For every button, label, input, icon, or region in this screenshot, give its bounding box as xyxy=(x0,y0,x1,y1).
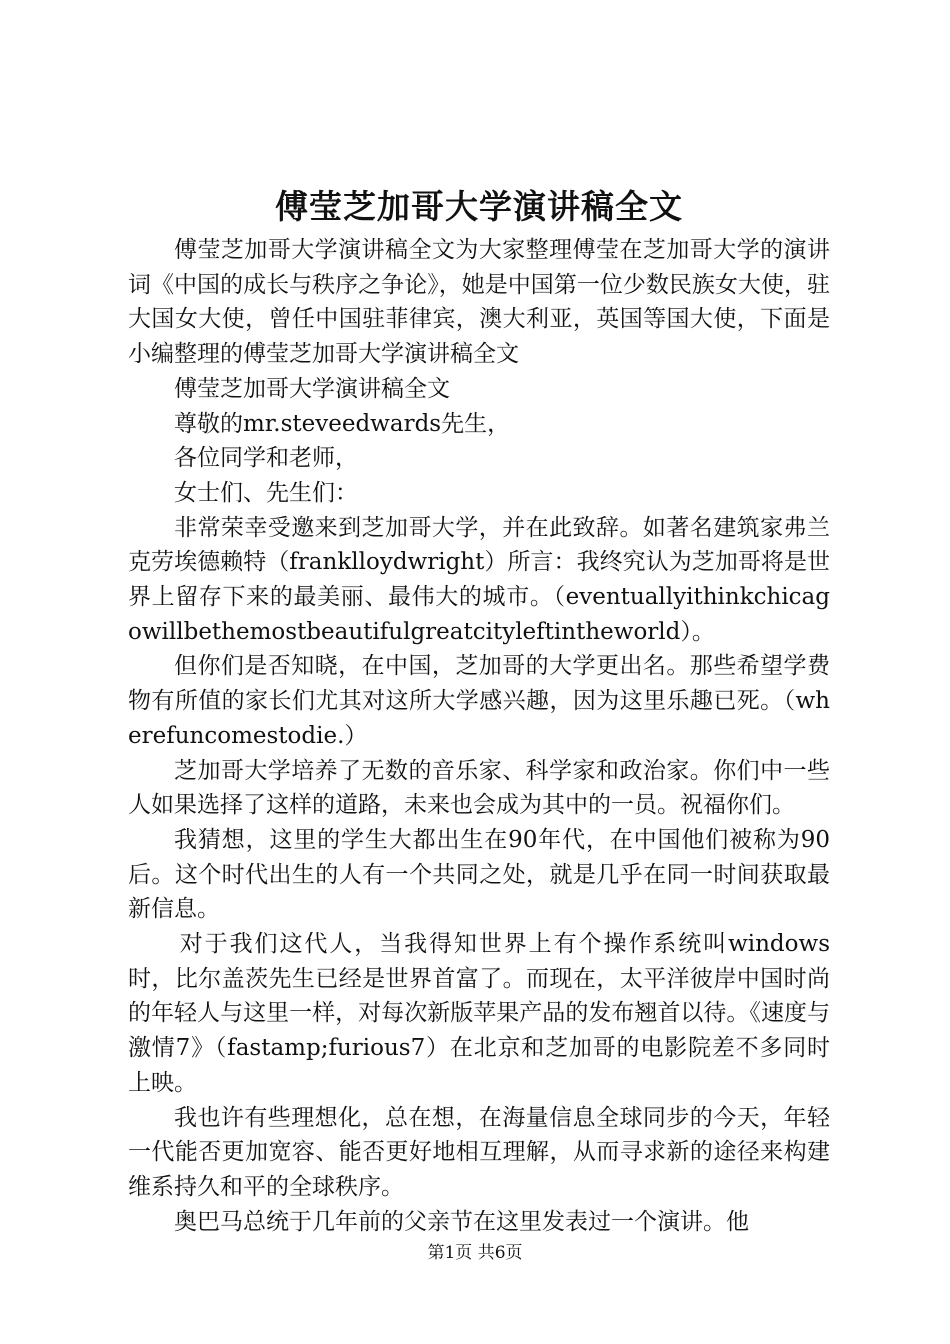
paragraph-alumni: 芝加哥大学培养了无数的音乐家、科学家和政治家。你们中一些人如果选择了这样的道路，未来也会成为其中的一员。祝福你们。 xyxy=(128,757,830,819)
paragraph-generation: 对于我们这代人，当我得知世界上有个操作系统叫windows时，比尔盖茨先生已经是世界首富了。而现在，太平洋彼岸中国时尚的年轻人与这里一样，对每次新版苹果产品的发布翘首以待。《速度与激情7》（fastamp;furious7）在北京和芝加哥的电影院差不多同时上映。 xyxy=(128,931,830,1096)
paragraph-subtitle: 傅莹芝加哥大学演讲稿全文 xyxy=(174,375,450,402)
paragraph-salutation-audience: 女士们、先生们： xyxy=(174,479,358,506)
paragraph-university: 但你们是否知晓，在中国，芝加哥的大学更出名。那些希望学费物有所值的家长们尤其对这所大学感兴趣，因为这里乐趣已死。（wherefuncomestodie.） xyxy=(128,653,830,749)
paragraph-salutation-host: 尊敬的mr.steveedwards先生， xyxy=(174,410,511,437)
document-title: 傅莹芝加哥大学演讲稿全文 xyxy=(275,187,683,226)
document-body xyxy=(128,233,830,1239)
paragraph-idealism: 我也许有些理想化，总在想，在海量信息全球同步的今天，年轻一代能否更加宽容、能否更好地相互理解，从而寻求新的途径来构建维系持久和平的全球秩序。 xyxy=(128,1104,830,1200)
paragraph-obama: 奥巴马总统于几年前的父亲节在这里发表过一个演讲。他 xyxy=(174,1208,749,1235)
page-number: 第1页 共6页 xyxy=(427,1243,523,1263)
paragraph-salutation-students: 各位同学和老师， xyxy=(174,445,358,472)
paragraph-90s: 我猜想，这里的学生大都出生在90年代，在中国他们被称为90后。这个时代出生的人有一个共同之处，就是几乎在同一时间获取最新信息。 xyxy=(128,826,830,923)
paragraph-intro: 傅莹芝加哥大学演讲稿全文为大家整理傅莹在芝加哥大学的演讲词《中国的成长与秩序之争论》，她是中国第一位少数民族女大使，驻大国女大使，曾任中国驻菲律宾，澳大利亚，英国等国大使，下面是小编整理的傅莹芝加哥大学演讲稿全文 xyxy=(128,237,830,368)
paragraph-opening: 非常荣幸受邀来到芝加哥大学，并在此致辞。如著名建筑家弗兰克劳埃德赖特（franklloydwright）所言：我终究认为芝加哥将是世界上留存下来的最美丽、最伟大的城市。（eventuallyithinkchicagowillbethemostbeautifulgreatcityleftintheworld）。 xyxy=(128,514,830,645)
